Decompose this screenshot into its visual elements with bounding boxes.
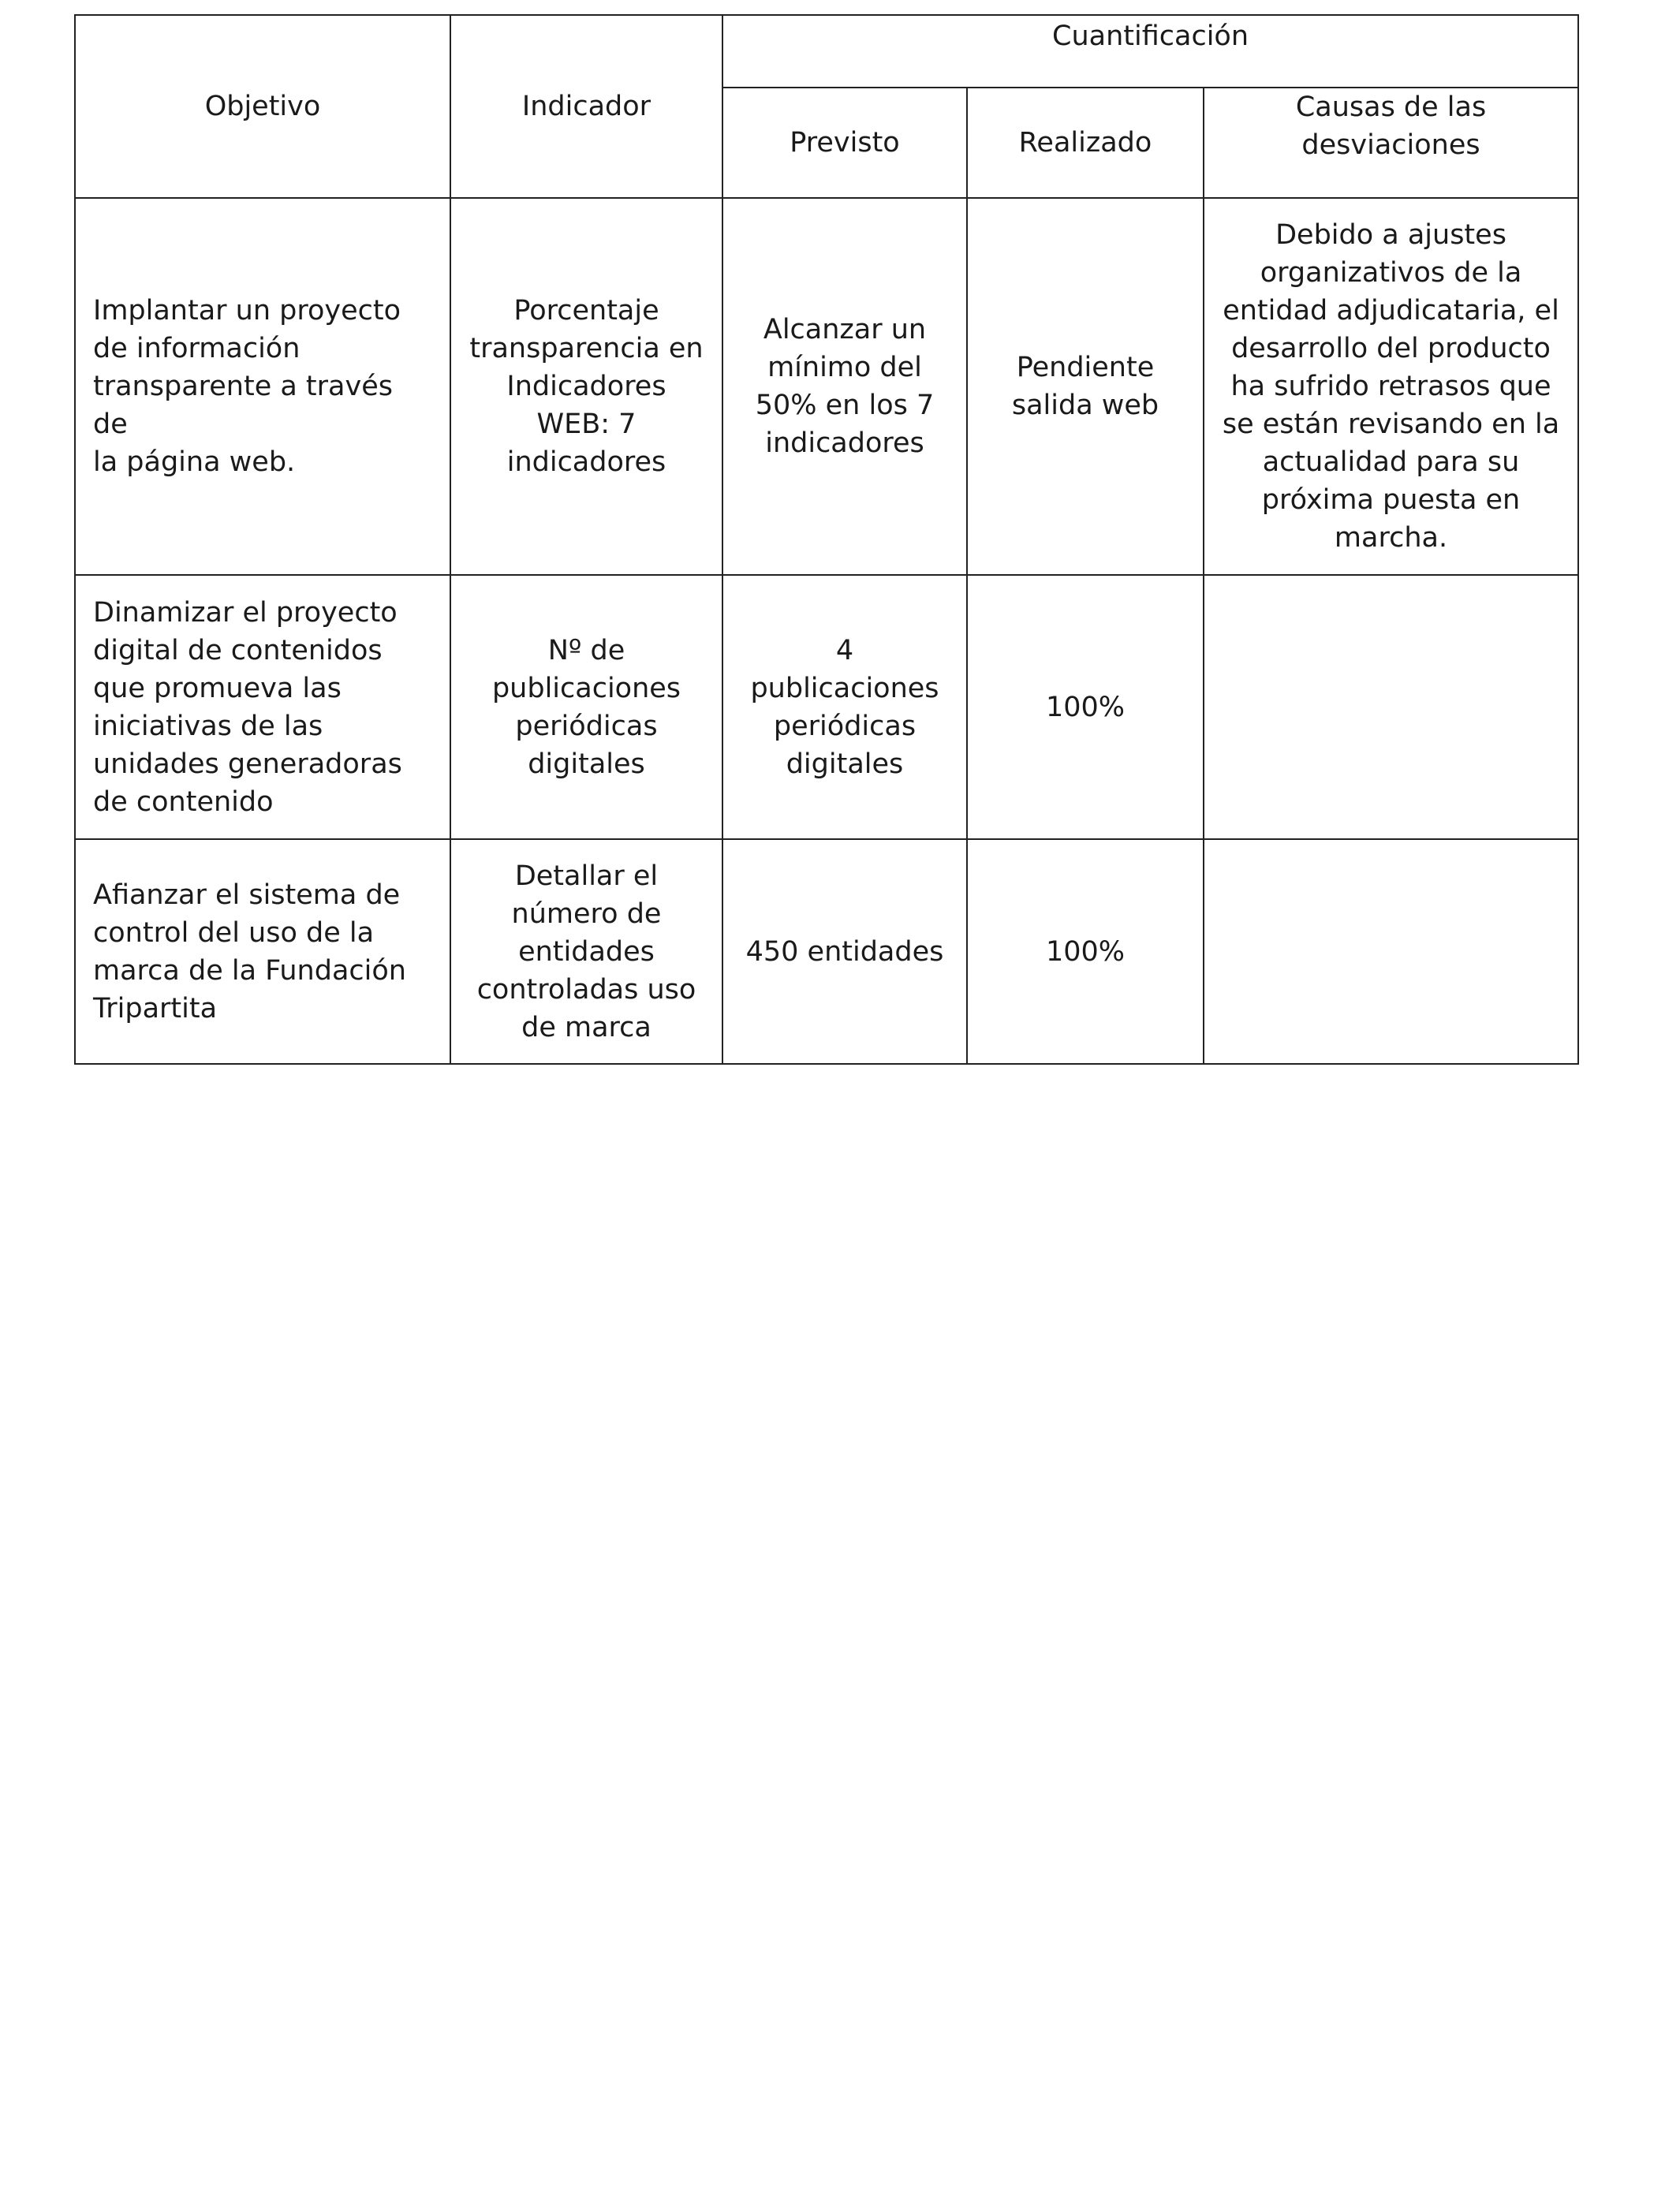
table-row [75,575,1578,839]
cell-realizado: Pendiente salida web [967,198,1204,575]
table-row [75,839,1578,1064]
cell-previsto: Alcanzar un mínimo del 50% en los 7 indicadores [722,198,967,575]
cell-indicador: Porcentaje transparencia en Indicadores WEB: 7 indicadores [450,198,722,575]
objectives-table [74,14,1579,1065]
header-realizado: Realizado [967,88,1204,198]
header-objetivo: Objetivo [75,15,450,198]
cell-causas [1204,575,1578,839]
cell-objetivo: Implantar un proyecto de información transparente a través de la página web. [75,198,450,575]
cell-objetivo: Afianzar el sistema de control del uso de la marca de la Fundación Tripartita [75,839,450,1064]
header-causas: Causas de las desviaciones [1204,88,1578,198]
cell-realizado: 100% [967,575,1204,839]
cell-indicador: Nº de publicaciones periódicas digitales [450,575,722,839]
cell-causas: Debido a ajustes organizativos de la entidad adjudicataria, el desarrollo del producto ha sufrido retrasos que se están revisando en la actualidad para su próxima puesta en marcha. [1204,198,1578,575]
cell-previsto: 4 publicaciones periódicas digitales [722,575,967,839]
cell-indicador: Detallar el número de entidades controladas uso de marca [450,839,722,1064]
table-row [75,198,1578,575]
cell-previsto: 450 entidades [722,839,967,1064]
header-row-1 [75,15,1578,88]
header-cuantificacion: Cuantificación [722,15,1578,88]
cell-causas [1204,839,1578,1064]
header-previsto: Previsto [722,88,967,198]
header-indicador: Indicador [450,15,722,198]
cell-realizado: 100% [967,839,1204,1064]
cell-objetivo: Dinamizar el proyecto digital de contenidos que promueva las iniciativas de las unidades generadoras de contenido [75,575,450,839]
